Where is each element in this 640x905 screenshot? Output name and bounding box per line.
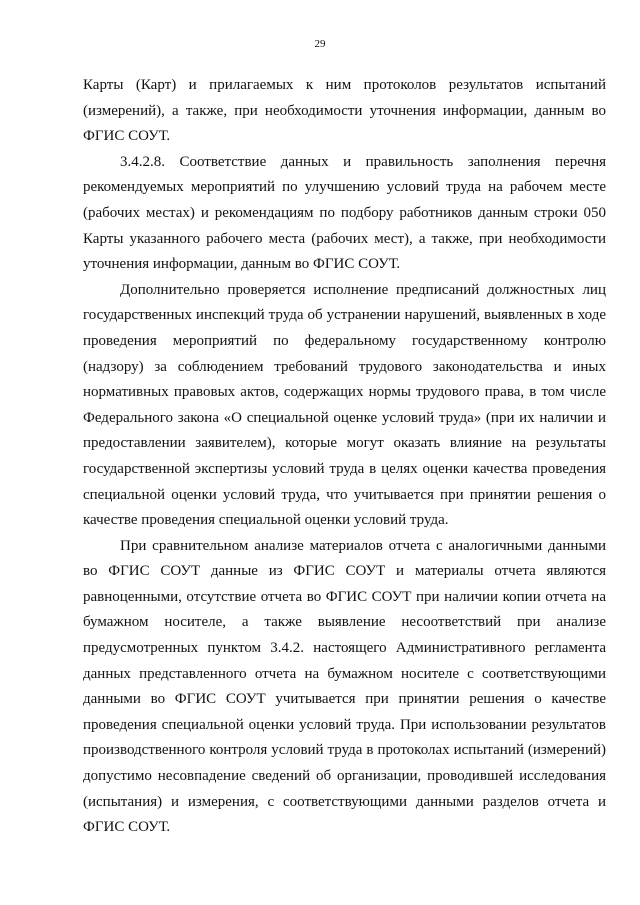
paragraph-continuation: Карты (Карт) и прилагаемых к ним протоколов результатов испытаний (измерений), а также, при необходимости уточнения информации, данным во ФГИС СОУТ.	[83, 77, 606, 145]
paragraph-3-4-2-8: 3.4.2.8. Соответствие данных и правильность заполнения перечня рекомендуемых мероприятий по улучшению условий труда на рабочем месте (рабочих местах) и рекомендациям по подбору работников данным строки 050 Карты указанного рабочего места (рабочих мест), а также, при необходимости уточнения информации, данным во ФГИС СОУТ.	[83, 153, 606, 273]
paragraph-comparative-analysis: При сравнительном анализе материалов отчета с аналогичными данными во ФГИС СОУТ данные из ФГИС СОУТ и материалы отчета являются равноценными, отсутствие отчета во ФГИС СОУТ при наличии копии отчета на бумажном носителе, а также выявление несоответствий при анализе предусмотренных пунктом 3.4.2. настоящего Административного регламента данных представленного отчета на бумажном носителе с соответствующими данными во ФГИС СОУТ учитывается при принятии решения о качестве проведения специальной оценки условий труда. При использовании результатов производственного контроля условий труда в протоколах испытаний (измерений) допустимо несовпадение сведений об организации, проводившей исследования (испытания) и измерения, с соответствующими данными разделов отчета и ФГИС СОУТ.	[83, 537, 606, 836]
document-body	[83, 73, 606, 841]
page-number: 29	[314, 38, 326, 50]
paragraph-additional-check: Дополнительно проверяется исполнение предписаний должностных лиц государственных инспекций труда об устранении нарушений, выявленных в ходе проведения мероприятий по федеральному государственному контролю (надзору) за соблюдением требований трудового законодательства и иных нормативных правовых актов, содержащих нормы трудового права, в том числе Федерального закона «О специальной оценке условий труда» (при их наличии и предоставлении заявителем), которые могут оказать влияние на результаты государственной экспертизы условий труда в целях оценки качества проведения специальной оценки условий труда, что учитывается при принятии решения о качестве проведения специальной оценки условий труда.	[83, 281, 606, 529]
